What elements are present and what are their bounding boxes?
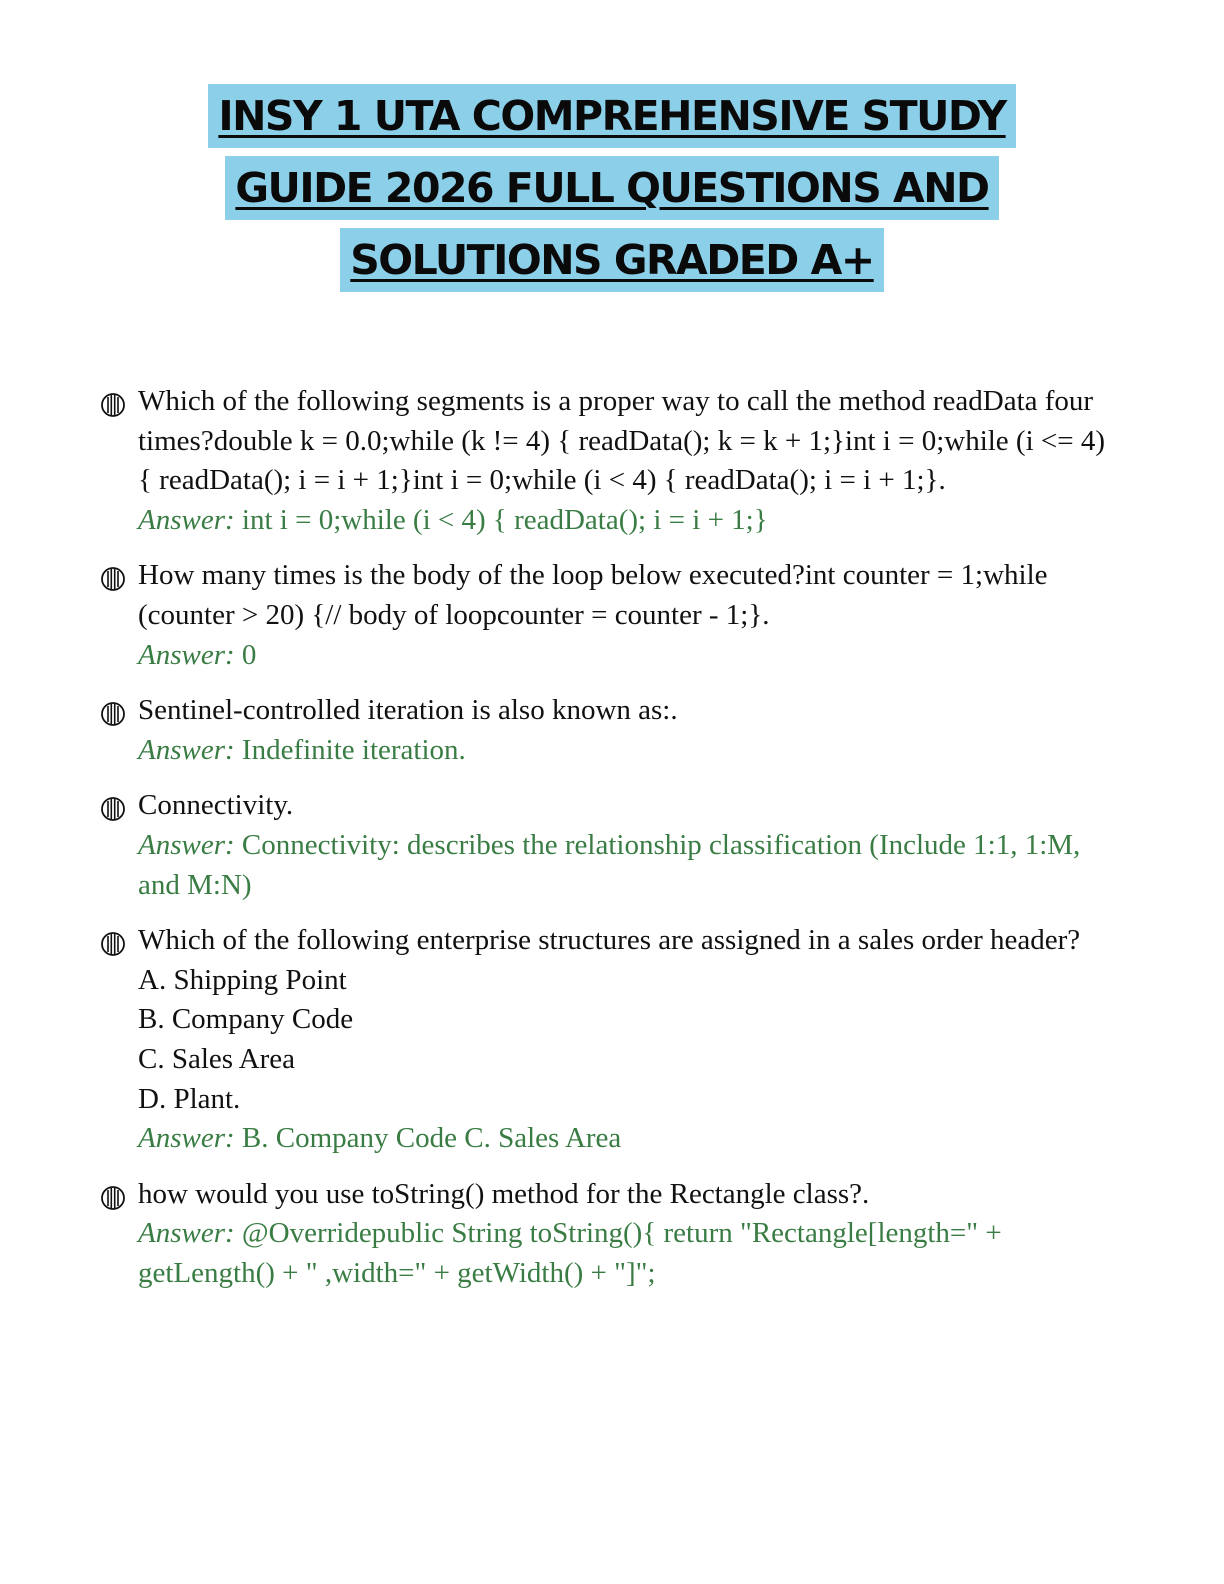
title-line-1: INSY 1 UTA COMPREHENSIVE STUDY	[208, 84, 1015, 148]
answer-option-c: C. Sales Area	[138, 1042, 296, 1075]
answer-label: Answer:	[138, 1122, 235, 1155]
question-text: Sentinel-controlled iteration is also known as:.	[138, 694, 678, 727]
question-list	[98, 382, 1118, 1309]
question-item-3	[98, 691, 1118, 770]
question-text: How many times is the body of the loop below executed?int counter = 1;while (counter > 20) {// body of loopcounter = counter - 1;}.	[138, 559, 1048, 631]
question-item-2	[98, 556, 1118, 675]
circle-with-vertical-bars-icon	[100, 566, 126, 592]
question-item-5	[98, 921, 1118, 1159]
answer-value: @Overridepublic String toString(){ return "Rectangle[length=" + getLength() + " ,width=" + getWidth() + "]";	[138, 1217, 1002, 1289]
answer-label: Answer:	[138, 828, 235, 861]
circle-with-vertical-bars-icon	[100, 701, 126, 727]
answer-text	[138, 636, 1118, 676]
answer-value: B. Company Code C. Sales Area	[241, 1122, 622, 1155]
answer-value: int i = 0;while (i < 4) { readData(); i = i + 1;}	[241, 503, 768, 536]
question-text: how would you use toString() method for the Rectangle class?.	[138, 1177, 870, 1210]
answer-label: Answer:	[138, 733, 235, 766]
answer-text	[138, 1214, 1118, 1293]
answer-text	[138, 731, 1118, 771]
question-text: Which of the following segments is a proper way to call the method readData four times?double k = 0.0;while (k != 4) { readData(); k = k + 1;}int i = 0;while (i <= 4) { readData(); i = i + 1;}int i = 0;while (i < 4) { readData(); i = i + 1;}.	[138, 385, 1106, 497]
answer-text	[138, 1119, 1118, 1159]
answer-label: Answer:	[138, 638, 235, 671]
answer-value: 0	[241, 638, 257, 671]
document-title	[0, 84, 1224, 300]
circle-with-vertical-bars-icon	[100, 392, 126, 418]
question-item-4	[98, 786, 1118, 905]
answer-text	[138, 826, 1118, 905]
answer-option-b: B. Company Code	[138, 1003, 354, 1036]
answer-value: Connectivity: describes the relationship classification (Include 1:1, 1:M, and M:N)	[138, 828, 1081, 901]
title-line-2: GUIDE 2026 FULL QUESTIONS AND	[225, 156, 998, 220]
question-item-6	[98, 1175, 1118, 1294]
answer-value: Indefinite iteration.	[241, 733, 466, 766]
answer-option-d: D. Plant.	[138, 1082, 241, 1115]
circle-with-vertical-bars-icon	[100, 931, 126, 957]
answer-label: Answer:	[138, 503, 235, 536]
question-text: Which of the following enterprise structures are assigned in a sales order header?	[138, 924, 1081, 957]
title-line-3: SOLUTIONS GRADED A+	[340, 228, 883, 292]
circle-with-vertical-bars-icon	[100, 1185, 126, 1211]
question-item-1	[98, 382, 1118, 540]
circle-with-vertical-bars-icon	[100, 796, 126, 822]
answer-label: Answer:	[138, 1217, 235, 1250]
answer-option-a: A. Shipping Point	[138, 963, 347, 996]
answer-text	[138, 501, 1118, 541]
question-text: Connectivity.	[138, 789, 294, 822]
